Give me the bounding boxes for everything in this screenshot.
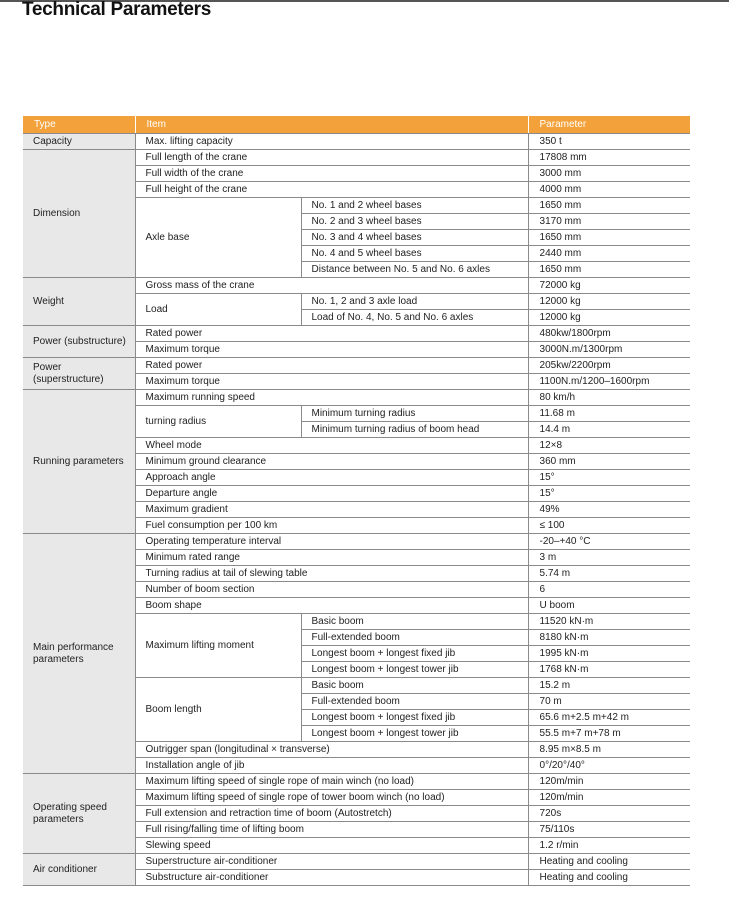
table-body — [23, 134, 690, 886]
parameter-value: 1100N.m/1200–1600rpm — [528, 374, 690, 390]
parameter-value: 360 mm — [528, 454, 690, 470]
parameter-value: 11.68 m — [528, 406, 690, 422]
item-cell: Approach angle — [135, 470, 528, 486]
parameter-value: 49% — [528, 502, 690, 518]
parameter-value: 15.2 m — [528, 678, 690, 694]
item-cell: Gross mass of the crane — [135, 278, 528, 294]
parameter-value: 55.5 m+7 m+78 m — [528, 726, 690, 742]
parameter-value: 12000 kg — [528, 310, 690, 326]
sub-item-cell: Longest boom + longest fixed jib — [301, 646, 528, 662]
type-cell: Dimension — [23, 150, 135, 278]
sub-item-cell: Minimum turning radius — [301, 406, 528, 422]
item-cell: Wheel mode — [135, 438, 528, 454]
parameter-value: 1995 kN·m — [528, 646, 690, 662]
parameter-value: 480kw/1800rpm — [528, 326, 690, 342]
table-header-row — [23, 116, 690, 134]
parameter-value: 15° — [528, 470, 690, 486]
table-row — [23, 390, 690, 406]
sub-item-cell: Full-extended boom — [301, 694, 528, 710]
item-cell: Full rising/falling time of lifting boom — [135, 822, 528, 838]
parameter-value: 75/110s — [528, 822, 690, 838]
sub-item-cell: Longest boom + longest tower jib — [301, 726, 528, 742]
sub-item-cell: Minimum turning radius of boom head — [301, 422, 528, 438]
sub-item-cell: Load of No. 4, No. 5 and No. 6 axles — [301, 310, 528, 326]
table-row — [23, 150, 690, 166]
sub-item-cell: Longest boom + longest tower jib — [301, 662, 528, 678]
parameter-value: 3000 mm — [528, 166, 690, 182]
parameter-value: 0°/20°/40° — [528, 758, 690, 774]
item-cell: Maximum lifting speed of single rope of main winch (no load) — [135, 774, 528, 790]
table-row — [23, 358, 690, 374]
item-cell: Minimum ground clearance — [135, 454, 528, 470]
parameter-value: 15° — [528, 486, 690, 502]
type-cell: Air conditioner — [23, 854, 135, 886]
parameter-value: 120m/min — [528, 774, 690, 790]
page-title: Technical Parameters — [22, 0, 212, 20]
type-cell: Operating speed parameters — [23, 774, 135, 854]
item-cell: Minimum rated range — [135, 550, 528, 566]
table-row — [23, 278, 690, 294]
item-cell: Fuel consumption per 100 km — [135, 518, 528, 534]
parameter-value: 1650 mm — [528, 230, 690, 246]
table-row — [23, 534, 690, 550]
type-cell: Power (superstructure) — [23, 358, 135, 390]
sub-item-cell: Full-extended boom — [301, 630, 528, 646]
item-cell: Superstructure air-conditioner — [135, 854, 528, 870]
sub-item-cell: Distance between No. 5 and No. 6 axles — [301, 262, 528, 278]
parameter-value: 205kw/2200rpm — [528, 358, 690, 374]
item-cell: turning radius — [135, 406, 301, 438]
table-row — [23, 854, 690, 870]
item-cell: Max. lifting capacity — [135, 134, 528, 150]
parameter-value: 8180 kN·m — [528, 630, 690, 646]
parameter-value: 120m/min — [528, 790, 690, 806]
header-type: Type — [23, 116, 135, 134]
item-cell: Maximum torque — [135, 374, 528, 390]
sub-item-cell: Longest boom + longest fixed jib — [301, 710, 528, 726]
item-cell: Outrigger span (longitudinal × transverse) — [135, 742, 528, 758]
parameter-value: 11520 kN·m — [528, 614, 690, 630]
item-cell: Full width of the crane — [135, 166, 528, 182]
item-cell: Rated power — [135, 358, 528, 374]
item-cell: Installation angle of jib — [135, 758, 528, 774]
parameter-value: 4000 mm — [528, 182, 690, 198]
item-cell: Boom shape — [135, 598, 528, 614]
sub-item-cell: No. 3 and 4 wheel bases — [301, 230, 528, 246]
table-row — [23, 134, 690, 150]
item-cell: Full height of the crane — [135, 182, 528, 198]
item-cell: Turning radius at tail of slewing table — [135, 566, 528, 582]
parameter-value: 5.74 m — [528, 566, 690, 582]
type-cell: Capacity — [23, 134, 135, 150]
item-cell: Full length of the crane — [135, 150, 528, 166]
parameter-value: ≤ 100 — [528, 518, 690, 534]
parameter-value: U boom — [528, 598, 690, 614]
parameter-value: 65.6 m+2.5 m+42 m — [528, 710, 690, 726]
parameter-value: 3 m — [528, 550, 690, 566]
parameter-value: 80 km/h — [528, 390, 690, 406]
sub-item-cell: No. 1 and 2 wheel bases — [301, 198, 528, 214]
parameter-value: 14.4 m — [528, 422, 690, 438]
parameter-value: 3170 mm — [528, 214, 690, 230]
parameter-value: 1768 kN·m — [528, 662, 690, 678]
parameter-value: 12×8 — [528, 438, 690, 454]
item-cell: Number of boom section — [135, 582, 528, 598]
type-cell: Power (substructure) — [23, 326, 135, 358]
parameter-value: 70 m — [528, 694, 690, 710]
parameter-value: 3000N.m/1300rpm — [528, 342, 690, 358]
item-cell: Maximum running speed — [135, 390, 528, 406]
parameter-value: 1650 mm — [528, 198, 690, 214]
table-row — [23, 774, 690, 790]
item-cell: Full extension and retraction time of boom (Autostretch) — [135, 806, 528, 822]
item-cell: Maximum lifting speed of single rope of tower boom winch (no load) — [135, 790, 528, 806]
item-cell: Operating temperature interval — [135, 534, 528, 550]
sub-item-cell: Basic boom — [301, 614, 528, 630]
type-cell: Main performance parameters — [23, 534, 135, 774]
parameter-value: 12000 kg — [528, 294, 690, 310]
type-cell: Running parameters — [23, 390, 135, 534]
parameter-value: Heating and cooling — [528, 854, 690, 870]
sub-item-cell: No. 4 and 5 wheel bases — [301, 246, 528, 262]
sub-item-cell: No. 1, 2 and 3 axle load — [301, 294, 528, 310]
parameter-value: 72000 kg — [528, 278, 690, 294]
type-cell: Weight — [23, 278, 135, 326]
item-cell: Maximum torque — [135, 342, 528, 358]
parameter-value: 6 — [528, 582, 690, 598]
header-parameter: Parameter — [528, 116, 690, 134]
table-row — [23, 326, 690, 342]
item-cell: Maximum gradient — [135, 502, 528, 518]
parameter-value: 1650 mm — [528, 262, 690, 278]
item-cell: Boom length — [135, 678, 301, 742]
sub-item-cell: Basic boom — [301, 678, 528, 694]
parameter-value: 17808 mm — [528, 150, 690, 166]
parameter-value: 8.95 m×8.5 m — [528, 742, 690, 758]
header-item: Item — [135, 116, 528, 134]
parameter-value: 350 t — [528, 134, 690, 150]
parameter-value: 2440 mm — [528, 246, 690, 262]
item-cell: Load — [135, 294, 301, 326]
item-cell: Substructure air-conditioner — [135, 870, 528, 886]
parameter-value: 720s — [528, 806, 690, 822]
technical-parameters-table — [23, 116, 690, 886]
item-cell: Axle base — [135, 198, 301, 278]
item-cell: Maximum lifting moment — [135, 614, 301, 678]
parameter-value: 1.2 r/min — [528, 838, 690, 854]
parameter-value: Heating and cooling — [528, 870, 690, 886]
item-cell: Slewing speed — [135, 838, 528, 854]
parameter-value: -20–+40 °C — [528, 534, 690, 550]
sub-item-cell: No. 2 and 3 wheel bases — [301, 214, 528, 230]
item-cell: Departure angle — [135, 486, 528, 502]
item-cell: Rated power — [135, 326, 528, 342]
